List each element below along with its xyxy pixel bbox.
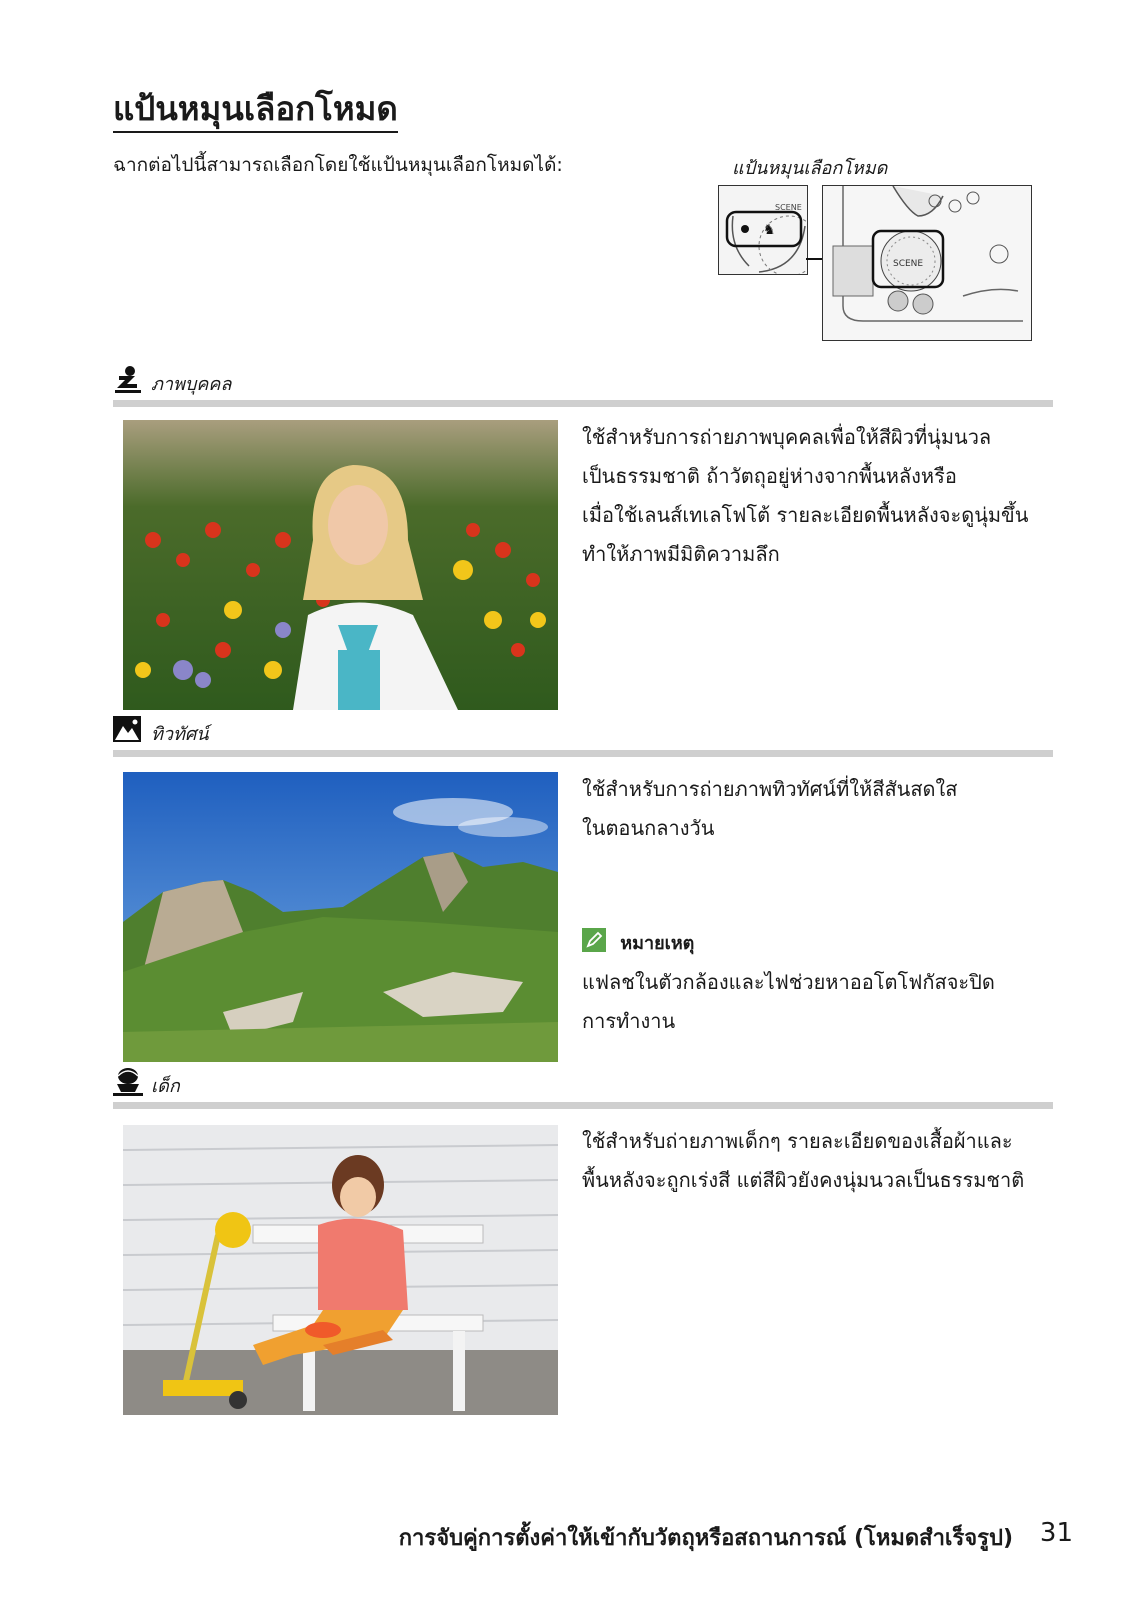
note-line: แฟลชในตัวกล้องและไฟช่วยหาออโตโฟกัสจะปิด bbox=[582, 970, 995, 994]
pencil-note-icon bbox=[582, 928, 606, 957]
note-body bbox=[582, 963, 1052, 1041]
note-header bbox=[582, 928, 694, 957]
page-title: แป้นหมุนเลือกโหมด bbox=[113, 88, 398, 133]
landscape-description bbox=[582, 770, 1052, 848]
section-rule bbox=[113, 400, 1053, 407]
description-line: พื้นหลังจะถูกเร่งสี แต่สีผิวยังคงนุ่มนวลเป็นธรรมชาติ bbox=[582, 1168, 1025, 1192]
description-line: ทำให้ภาพมีมิติความลึก bbox=[582, 542, 780, 566]
portrait-photo bbox=[123, 420, 558, 710]
intro-text: ฉากต่อไปนี้สามารถเลือกโดยใช้แป้นหมุนเลือกโหมดได้: bbox=[113, 154, 563, 176]
svg-text:SCENE: SCENE bbox=[893, 259, 924, 269]
description-line: เมื่อใช้เลนส์เทเลโฟโต้ รายละเอียดพื้นหลังจะดูนุ่มขึ้น bbox=[582, 503, 1029, 527]
child-description bbox=[582, 1122, 1052, 1200]
landscape-photo bbox=[123, 772, 558, 1062]
section-header-portrait bbox=[113, 368, 1053, 404]
child-icon bbox=[113, 1066, 143, 1100]
portrait-description bbox=[582, 418, 1052, 574]
section-rule bbox=[113, 1102, 1053, 1109]
camera-top-illustration bbox=[822, 185, 1032, 341]
figure-caption: แป้นหมุนเลือกโหมด bbox=[732, 158, 888, 179]
section-rule bbox=[113, 750, 1053, 757]
child-photo bbox=[123, 1125, 558, 1415]
description-line: เป็นธรรมชาติ ถ้าวัตถุอยู่ห่างจากพื้นหลังหรือ bbox=[582, 464, 957, 488]
section-header-child bbox=[113, 1070, 1053, 1106]
description-line: ในตอนกลางวัน bbox=[582, 816, 715, 840]
description-line: ใช้สำหรับถ่ายภาพเด็กๆ รายละเอียดของเสื้อผ้าและ bbox=[582, 1129, 1013, 1153]
landscape-icon bbox=[113, 716, 143, 748]
note-line: การทำงาน bbox=[582, 1009, 676, 1033]
description-line: ใช้สำหรับการถ่ายภาพบุคคลเพื่อให้สีผิวที่นุ่มนวล bbox=[582, 425, 992, 449]
note-title: หมายเหตุ bbox=[620, 933, 695, 954]
footer-chapter-title: การจับคู่การตั้งค่าให้เข้ากับวัตถุหรือสถานการณ์ (โหมดสำเร็จรูป) bbox=[398, 1526, 1013, 1551]
svg-text:SCENE: SCENE bbox=[775, 203, 802, 212]
section-label: เด็ก bbox=[151, 1076, 180, 1097]
section-header-landscape bbox=[113, 718, 1053, 754]
svg-text:♞: ♞ bbox=[763, 222, 776, 238]
portrait-icon bbox=[113, 364, 143, 398]
page-number: 31 bbox=[1039, 1518, 1073, 1548]
description-line: ใช้สำหรับการถ่ายภาพทิวทัศน์ที่ให้สีสันสดใส bbox=[582, 777, 958, 801]
section-label: ทิวทัศน์ bbox=[151, 724, 209, 745]
section-label: ภาพบุคคล bbox=[151, 374, 232, 395]
mode-dial-closeup bbox=[718, 185, 808, 275]
